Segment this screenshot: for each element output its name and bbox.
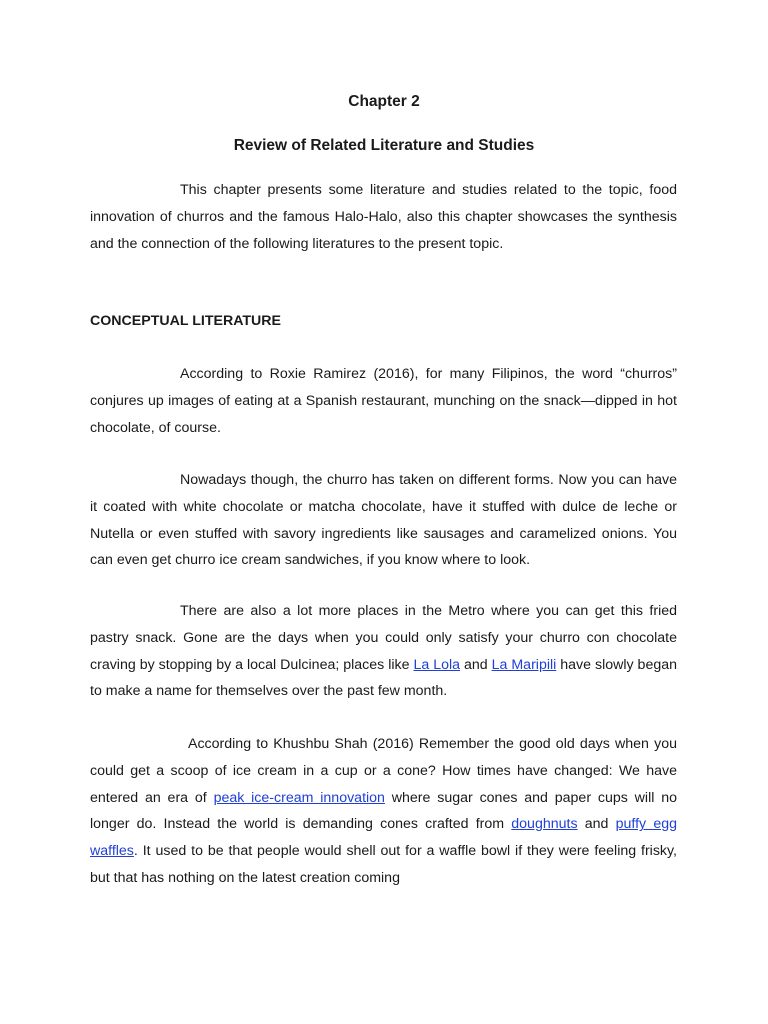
link-doughnuts[interactable]: doughnuts <box>511 816 578 833</box>
paragraph-text: and <box>577 816 616 833</box>
paragraph-shah <box>90 731 677 892</box>
paragraph-ramirez: According to Roxie Ramirez (2016), for many Filipinos, the word “churros” conjures up images of eating at a Spanish restaurant, munching on the snack—dipped in hot chocolate, of course. <box>90 366 677 436</box>
intro-paragraph: This chapter presents some literature and studies related to the topic, food innovation of churros and the famous Halo-Halo, also this chapter showcases the synthesis and the connection of the following literatures to the present topic. <box>90 182 677 252</box>
section-heading: CONCEPTUAL LITERATURE <box>90 313 282 329</box>
paragraph-text: According to Khushbu Shah (2016) Remember the good old days when you could get a scoop of ice cream in a cup or a cone? How times have changed: We have entered an era of <box>90 736 677 806</box>
link-puffy-egg-waffles[interactable]: puffy egg waffles <box>90 816 677 860</box>
link-la-lola[interactable]: La Lola <box>413 656 461 673</box>
chapter-heading: Chapter 2 <box>348 93 420 110</box>
paragraph-text: where sugar cones and paper cups will no longer do. Instead the world is demanding cones crafted from <box>90 789 677 833</box>
link-peak-ice-cream-innovation[interactable]: peak ice-cream innovation <box>213 789 385 806</box>
paragraph-text: have slowly began to make a name for themselves over the past few month. <box>90 656 678 700</box>
paragraph-text: and <box>460 656 492 673</box>
chapter-title: Review of Related Literature and Studies <box>233 137 535 154</box>
paragraph-text: There are also a lot more places in the Metro where you can get this fried pastry snack. Gone are the days when you could only satisfy your churro con chocolate craving by stopping by a local Dulcinea; places like <box>90 603 677 673</box>
paragraph-text: . It used to be that people would shell out for a waffle bowl if they were feeling frisky, but that has nothing on the latest creation coming <box>90 843 677 886</box>
link-la-maripili[interactable]: La Maripili <box>491 656 557 673</box>
paragraph-churro-forms: Nowadays though, the churro has taken on different forms. Now you can have it coated with white chocolate or matcha chocolate, have it stuffed with dulce de leche or Nutella or even stuffed with savory ingredients like sausages and caramelized onions. You can even get churro ice cream sandwiches, if you know where to look. <box>90 472 677 569</box>
paragraph-metro-places <box>90 598 677 705</box>
